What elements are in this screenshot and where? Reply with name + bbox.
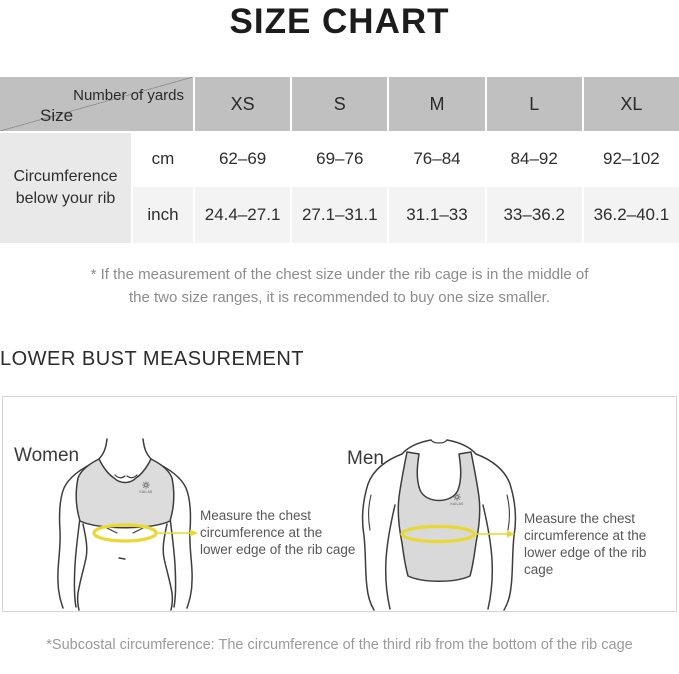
size-col-header-xs: XS (195, 77, 290, 131)
women-caption-line2: circumference at the (200, 525, 323, 540)
corner-bottom-label: Size (40, 106, 74, 125)
corner-top-label: Number of yards (73, 87, 184, 104)
size-advice-note-line1: * If the measurement of the chest size under the rib cage is in the middle of (90, 266, 589, 283)
table-cell-cm-xl: 92–102 (584, 133, 679, 185)
men-arm-left-outer (363, 454, 402, 610)
women-clavicle-marks (115, 475, 137, 478)
table-cell-cm-l: 84–92 (487, 133, 582, 185)
women-neck-left (98, 439, 107, 460)
table-cell-inch-l: 33–36.2 (487, 187, 582, 243)
women-rib-mark-right (133, 528, 143, 533)
men-caption-line3: lower edge of the rib cage (524, 545, 647, 577)
size-advice-note (0, 263, 679, 309)
table-cell-cm-m: 76–84 (389, 133, 484, 185)
men-arm-left-inner (386, 505, 395, 609)
measurement-diagram-box (2, 396, 677, 612)
men-caption-line2: circumference at the (524, 528, 647, 543)
women-navel-mark (119, 558, 125, 559)
women-torso-right (163, 524, 172, 610)
men-measure-caption (524, 510, 676, 578)
men-bicep-right (507, 495, 509, 530)
women-rib-mark-left (107, 528, 117, 533)
size-advice-note-line2: the two size ranges, it is recommended to buy one size smaller. (128, 289, 551, 306)
table-cell-cm-s: 69–76 (292, 133, 387, 185)
size-table (0, 77, 679, 243)
men-caption-line1: Measure the chest (524, 511, 636, 526)
table-cell-inch-xs: 24.4–27.1 (195, 187, 290, 243)
brand-logo-text: KAILAS (139, 490, 153, 494)
size-col-header-l: L (487, 77, 582, 131)
page-title: SIZE CHART (229, 2, 450, 41)
table-cell-inch-m: 31.1–33 (389, 187, 484, 243)
size-col-header-xl: XL (584, 77, 679, 131)
unit-label-cm: cm (133, 133, 193, 185)
men-bicep-left (369, 495, 371, 530)
women-measure-marker (94, 525, 198, 541)
women-caption-line1: Measure the chest (200, 508, 312, 523)
men-neck-base (431, 440, 447, 443)
size-col-header-m: M (389, 77, 484, 131)
brand-logo-text: KAILAS (450, 502, 464, 506)
size-col-header-s: S (292, 77, 387, 131)
unit-label-inch: inch (133, 187, 193, 243)
women-measure-caption (200, 507, 355, 558)
section-heading: LOWER BUST MEASUREMENT (0, 348, 304, 370)
table-corner-cell (0, 77, 193, 131)
subcostal-definition-note: *Subcostal circumference: The circumference of the third rib from the bottom of the rib cage (46, 637, 633, 653)
torso-figures-illustration (3, 397, 676, 611)
women-caption-line3: lower edge of the rib cage (200, 542, 356, 557)
men-tank-top (398, 452, 480, 581)
women-figure-label: Women (14, 445, 80, 466)
table-cell-inch-s: 27.1–31.1 (292, 187, 387, 243)
women-neck-right (143, 439, 152, 460)
men-figure-label: Men (347, 448, 384, 469)
women-sports-bra (76, 459, 173, 528)
table-cell-inch-xl: 36.2–40.1 (584, 187, 679, 243)
women-torso-left (78, 524, 87, 610)
women-arrow-head-icon (190, 530, 198, 537)
men-arm-right-inner (483, 505, 492, 609)
table-cell-cm-xs: 62–69 (195, 133, 290, 185)
table-row-header: Circumference below your rib (0, 133, 131, 243)
